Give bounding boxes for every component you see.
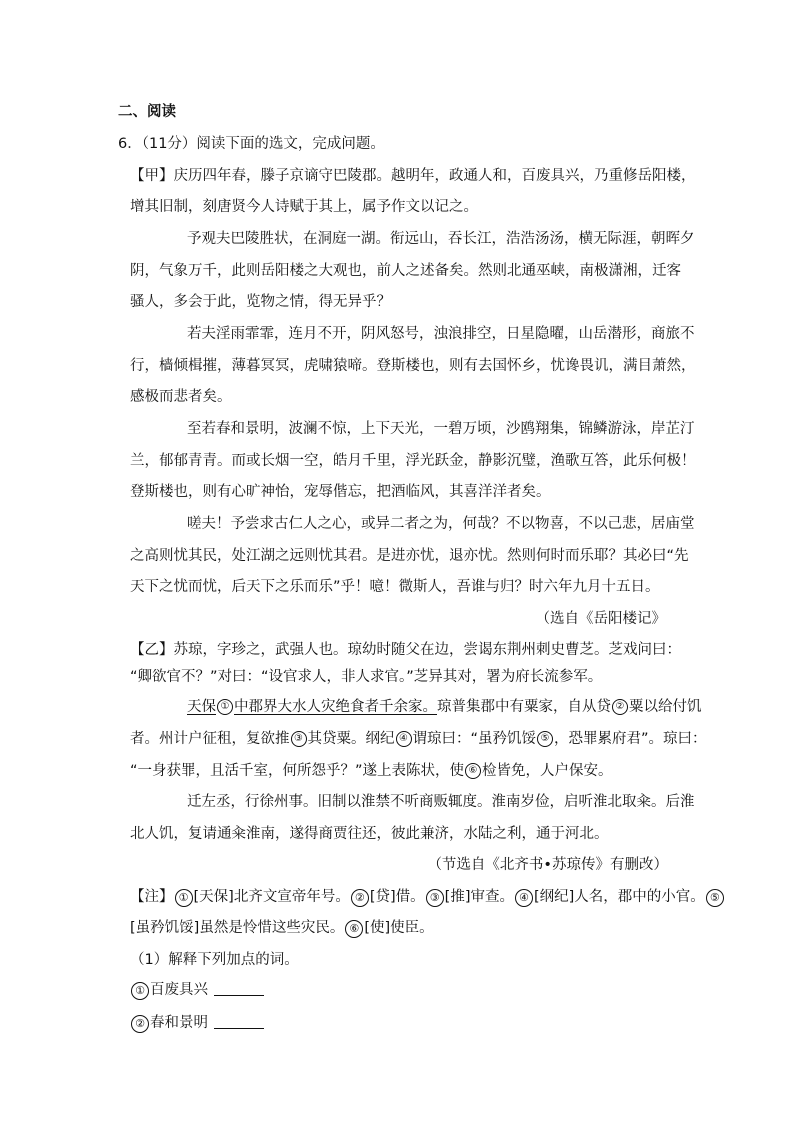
answer-blank-2[interactable]: [214, 1014, 264, 1029]
jia-source: （选自《岳阳楼记》: [535, 611, 666, 627]
jia-p3-1: 至若春和景明，波澜不惊，上下天光，一碧万顷，沙鸥翔集，锦鳞游泳，岸芷汀: [187, 421, 695, 437]
yi-line-1: 【乙】苏琼，字珍之，武强人也。琼幼时随父在边，尝谒东荆州刺史曹芝。芝戏问曰：: [130, 642, 681, 658]
jia-p2-1: 若夫淫雨霏霏，连月不开，阴风怒号，浊浪排空，日星隐曜，山岳潜形，商旅不: [187, 326, 695, 342]
yi-line-3: 天保 ① 中郡界大水人灾绝食者千余家。琼普集郡中有粟家，自从贷 ② 粟以给付饥: [187, 699, 702, 715]
note-mark-6: ⑥: [465, 763, 481, 779]
question-header: 6．（11分）阅读下面的选文，完成问题。: [118, 136, 385, 152]
yi-source: （节选自《北齐书•苏琼传》有删改）: [427, 857, 668, 873]
note-mark-1: ①: [217, 699, 233, 715]
sub-item-1: ① 百废具兴: [0, 980, 794, 1000]
jia-p2-2: 行，樯倾楫摧，薄暮冥冥，虎啸猿啼。登斯楼也，则有去国怀乡，忧谗畏讥，满目萧然，: [130, 358, 696, 374]
jia-p1-2: 阴，气象万千，此则岳阳楼之大观也，前人之述备矣。然则北通巫峡，南极潇湘，迁客: [130, 263, 681, 279]
yi-line-4: 者。州计户征租，复欲推 ③ 其贷粟。纲纪 ④ 谓琼曰：“虽矜饥馁 ⑤ ，恐罪累府君”。琼曰：: [130, 731, 707, 747]
note-mark-3: ③: [291, 731, 307, 747]
yi-underlined-sentence: 天保 ① 中郡界大水人灾绝食者千余家。: [187, 699, 437, 715]
jia-p4-3: 天下之忧而忧，后天下之乐而乐”乎！噫！微斯人，吾谁与归？时六年九月十五日。: [130, 579, 660, 595]
jia-p3-3: 登斯楼也，则有心旷神怡，宠辱偕忘，把酒临风，其喜洋洋者矣。: [130, 484, 551, 500]
jia-intro-1: 【甲】庆历四年春，滕子京谪守巴陵郡。越明年，政通人和，百废具兴，乃重修岳阳楼，: [130, 168, 696, 184]
note-mark-4: ④: [396, 731, 412, 747]
answer-blank-1[interactable]: [214, 981, 264, 996]
jia-p1-3: 骚人，多会于此，览物之情，得无异乎？: [130, 294, 391, 310]
yi-line-7: 北人饥，复请通籴淮南，遂得商贾往还，彼此兼济，水陆之利，通于河北。: [130, 826, 609, 842]
jia-p1-1: 予观夫巴陵胜状，在洞庭一湖。衔远山，吞长江，浩浩汤汤，横无际涯，朝晖夕: [187, 231, 695, 247]
yi-line-2: “卿欲官不？”对曰：“设官求人，非人求官。”芝异其对，署为府长流参军。: [130, 669, 603, 685]
yi-line-6: 迁左丞，行徐州事。旧制以淮禁不听商贩辄度。淮南岁俭，启听淮北取籴。后淮: [187, 794, 695, 810]
jia-p3-2: 兰，郁郁青青。而或长烟一空，皓月千里，浮光跃金，静影沉璧，渔歌互答，此乐何极！: [130, 453, 696, 469]
note-mark-2: ②: [612, 699, 628, 715]
jia-p4-2: 之高则忧其民，处江湖之远则忧其君。是进亦忧，退亦忧。然则何时而乐耶？其必曰“先: [130, 548, 689, 564]
jia-intro-2: 增其旧制，刻唐贤今人诗赋于其上，属予作文以记之。: [130, 199, 478, 215]
yi-line-5: “一身获罪，且活千室，何所怨乎？”遂上表陈状，使 ⑥ 检皆免，人户保安。: [130, 763, 613, 779]
notes-line-1: 【注】 ① [天保]北齐文宣帝年号。 ② [贷]借。 ③ [推]审查。 ④ [纲纪]人名，郡中的小官。 ⑤: [0, 887, 794, 907]
section-title: 二、阅读: [118, 104, 176, 120]
jia-p4-1: 嗟夫！予尝求古仁人之心，或异二者之为，何哉？不以物喜，不以己悲，居庙堂: [187, 516, 695, 532]
note-mark-5: ⑤: [537, 731, 553, 747]
sub-question-prompt: （1）解释下列加点的词。: [130, 952, 299, 968]
notes-line-2: [虽矜饥馁]虽然是怜惜这些灾民。 ⑥ [使]使臣。: [130, 920, 434, 936]
jia-p2-3: 感极而悲者矣。: [130, 389, 232, 405]
sub-item-2: ② 春和景明: [0, 1013, 794, 1033]
